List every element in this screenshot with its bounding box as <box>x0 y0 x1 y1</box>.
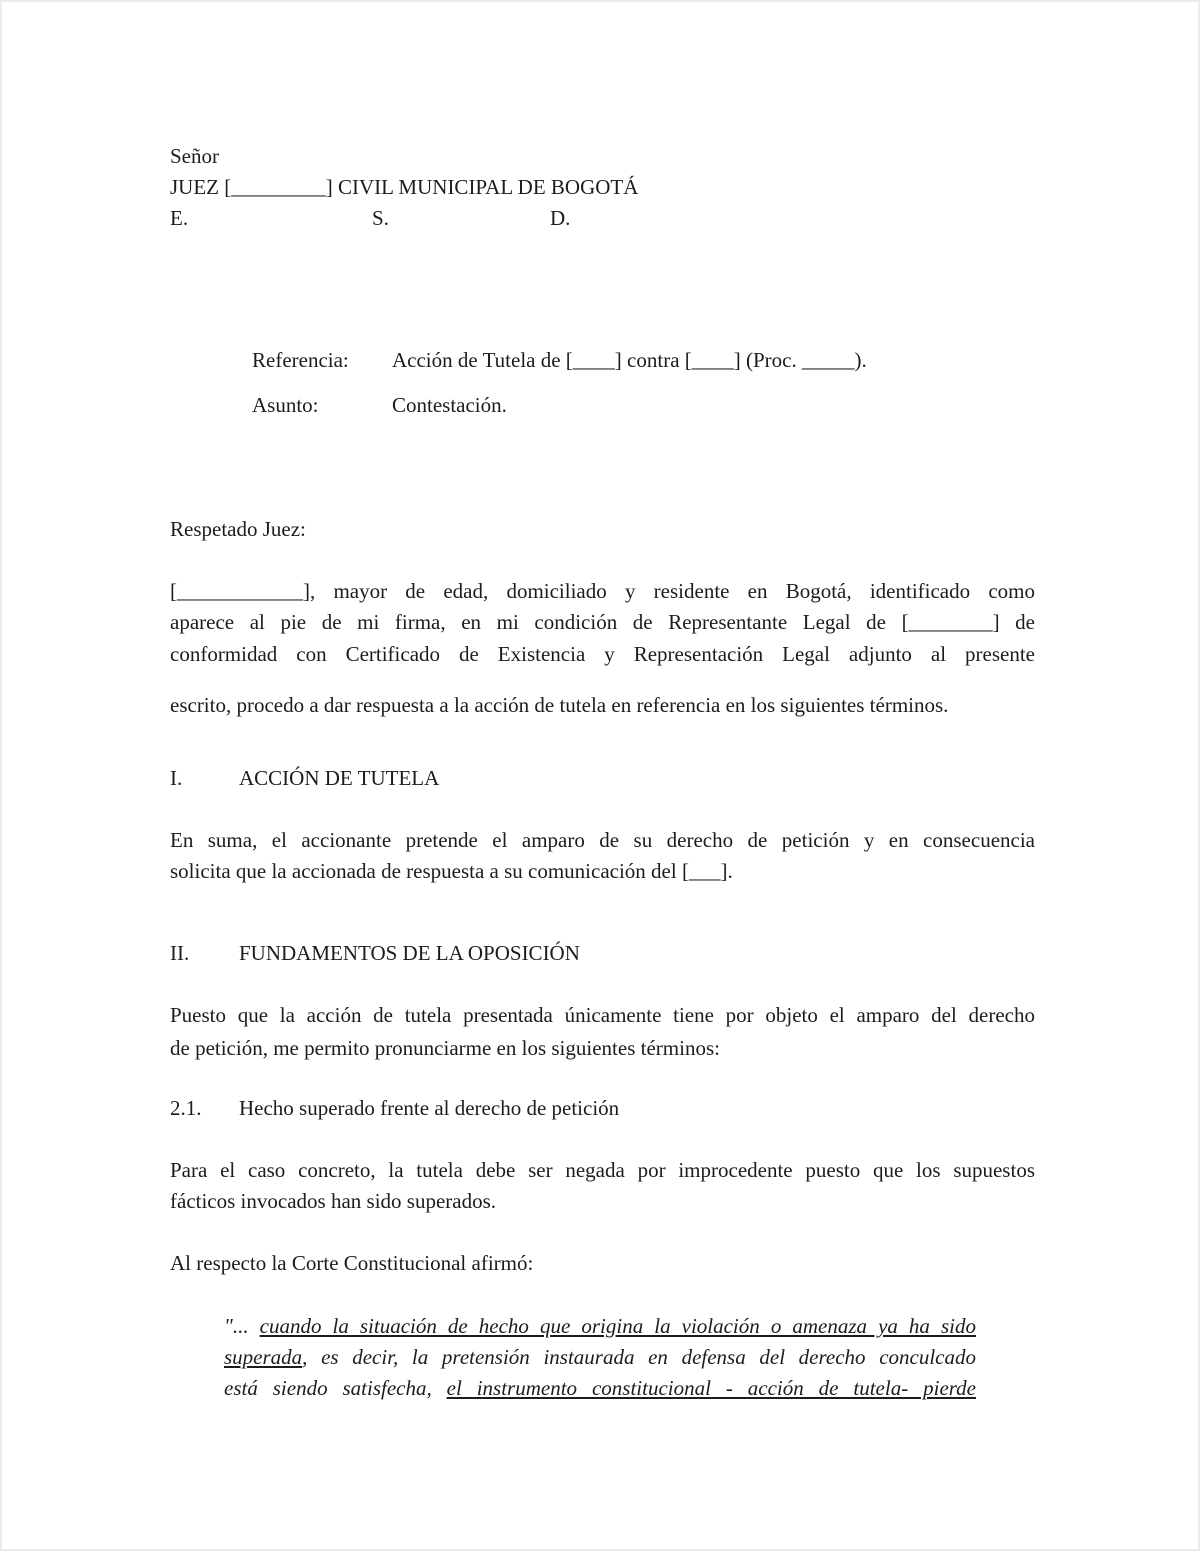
quote-intro: Al respecto la Corte Constitucional afirmó: <box>170 1251 534 1275</box>
intro-line-1: [____________], mayor de edad, domiciliado y residente en Bogotá, identificado como <box>170 579 1035 603</box>
section-2-line-1: Puesto que la acción de tutela presentada únicamente tiene por objeto el amparo del derecho <box>170 1003 1035 1027</box>
esd-e: E. <box>170 206 189 230</box>
subsection-2-1-number: 2.1. <box>170 1096 202 1120</box>
subject-label: Asunto: <box>252 393 319 417</box>
quote-line-1: "... cuando la situación de hecho que origina la violación o amenaza ya ha sido <box>224 1314 976 1338</box>
subsection-2-1-line-2: fácticos invocados han sido superados. <box>170 1189 497 1213</box>
esd-d: D. <box>550 206 571 230</box>
section-2-title: FUNDAMENTOS DE LA OPOSICIÓN <box>239 941 580 965</box>
subsection-2-1-title: Hecho superado frente al derecho de petición <box>239 1096 620 1120</box>
intro-line-4: escrito, procedo a dar respuesta a la acción de tutela en referencia en los siguientes términos. <box>170 693 949 717</box>
addressee: JUEZ [_________] CIVIL MUNICIPAL DE BOGOTÁ <box>170 175 639 199</box>
intro-line-2: aparece al pie de mi firma, en mi condición de Representante Legal de [________] de <box>170 610 1035 634</box>
subject-value: Contestación. <box>392 393 507 417</box>
section-1-title: ACCIÓN DE TUTELA <box>239 766 440 790</box>
quote-line-2: superada, es decir, la pretensión instaurada en defensa del derecho conculcado <box>224 1345 976 1369</box>
subsection-2-1-line-1: Para el caso concreto, la tutela debe ser negada por improcedente puesto que los supuestos <box>170 1158 1035 1182</box>
esd-s: S. <box>372 206 389 230</box>
salutation: Señor <box>170 144 219 168</box>
quote-line-3: está siendo satisfecha, el instrumento constitucional - acción de tutela- pierde <box>224 1376 976 1400</box>
greeting: Respetado Juez: <box>170 517 306 541</box>
section-2-line-2: de petición, me permito pronunciarme en los siguientes términos: <box>170 1036 720 1060</box>
reference-value: Acción de Tutela de [____] contra [____] (Proc. _____). <box>392 348 867 372</box>
section-1-number: I. <box>170 766 183 790</box>
section-2-number: II. <box>170 941 190 965</box>
intro-line-3: conformidad con Certificado de Existencia y Representación Legal adjunto al presente <box>170 642 1035 666</box>
section-1-line-1: En suma, el accionante pretende el amparo de su derecho de petición y en consecuencia <box>170 828 1035 852</box>
reference-label: Referencia: <box>252 348 349 372</box>
section-1-line-2: solicita que la accionada de respuesta a su comunicación del [___]. <box>170 859 733 883</box>
